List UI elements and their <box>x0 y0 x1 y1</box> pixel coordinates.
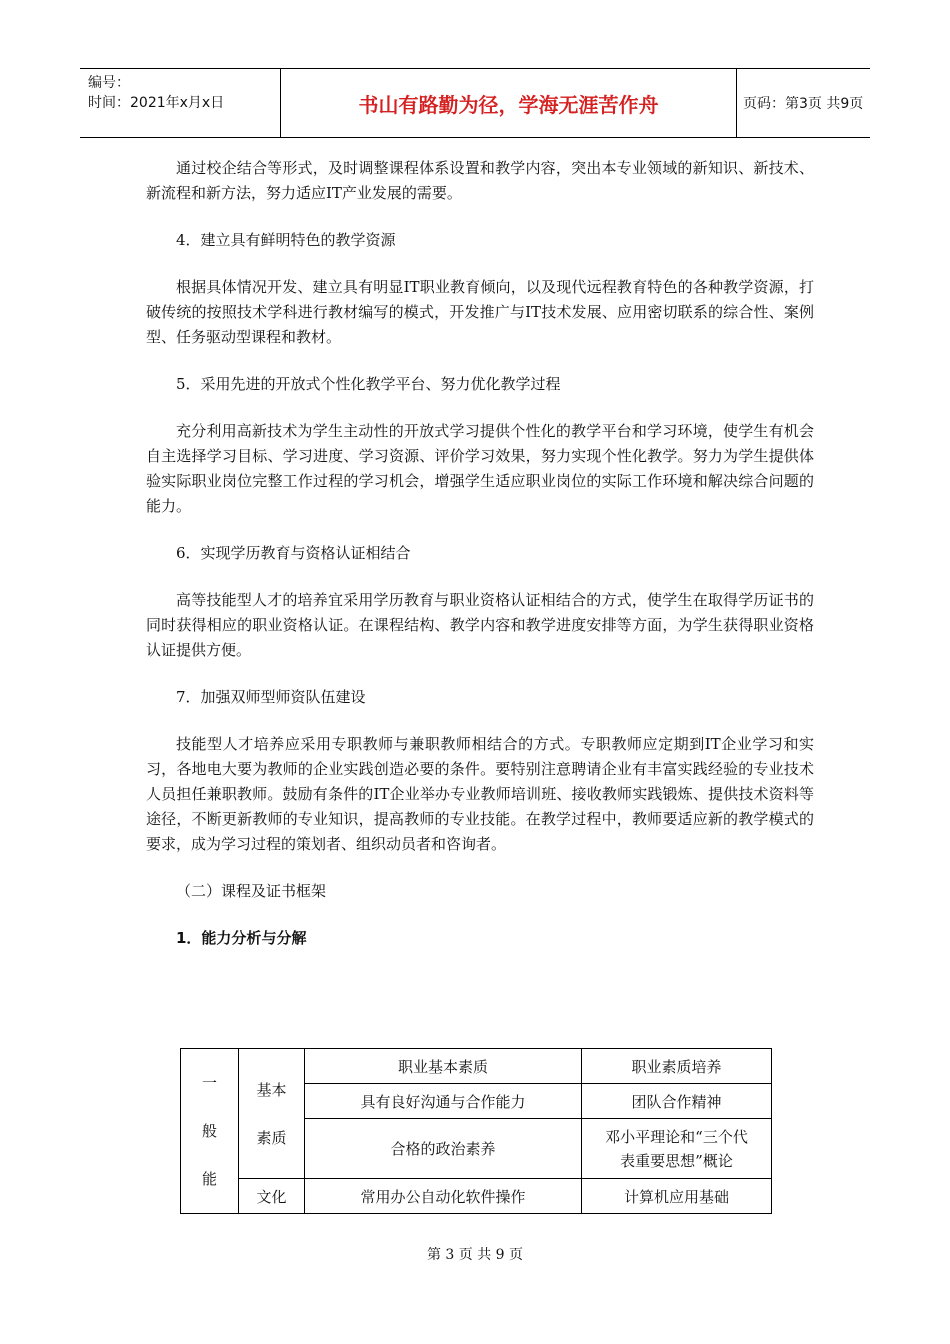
document-number-label: 编号： <box>88 75 130 91</box>
paragraph-5: 充分利用高新技术为学生主动性的开放式学习提供个性化的教学平台和学习环境，使学生有机会自主选择学习目标、学习进度、学习资源、评价学习效果，努力实现个性化教学。努力为学生提供体验实际职业岗位完整工作过程的学习机会，增强学生适应职业岗位的实际工作环境和解决综合问题的能力。 <box>146 422 814 515</box>
group-label: 基本 <box>256 1080 287 1099</box>
category-char: 能 <box>201 1170 217 1188</box>
ability-cell: 具有良好沟通与合作能力 <box>305 1084 582 1119</box>
course-line: 邓小平理论和“三个代 <box>605 1127 748 1146</box>
course-cell <box>582 1119 772 1179</box>
table-row <box>181 1179 772 1214</box>
paragraph-7: 技能型人才培养应采用专职教师与兼职教师相结合的方式。专职教师应定期到IT企业学习和实习，各地电大要为教师的企业实践创造必要的条件。要特别注意聘请企业有丰富实践经验的专业技术人员担任兼职教师。鼓励有条件的IT企业举办专业教师培训班、接收教师实践锻炼、提供技术资料等途径，不断更新教师的专业知识，提高教师的专业技能。在教学过程中，教师要适应新的教学模式的要求，成为学习过程的策划者、组织动员者和咨询者。 <box>146 735 814 853</box>
paragraph-intro: 通过校企结合等形式，及时调整课程体系设置和教学内容，突出本专业领域的新知识、新技术、新流程和新方法，努力适应IT产业发展的需要。 <box>146 159 814 202</box>
category-char: 般 <box>201 1122 217 1140</box>
heading-7: 7．加强双师型师资队伍建设 <box>176 688 366 706</box>
page-footer: 第 3 页 共 9 页 <box>426 1247 524 1263</box>
header-motto: 书山有路勤为径，学海无涯苦作舟 <box>280 69 737 137</box>
ability-category-cell <box>181 1049 239 1214</box>
ability-table <box>180 1048 772 1214</box>
course-cell: 计算机应用基础 <box>582 1179 772 1214</box>
document-date: 时间：2021年x月x日 <box>88 95 225 111</box>
course-cell: 团队合作精神 <box>582 1084 772 1119</box>
culture-cell: 文化 <box>239 1179 305 1214</box>
section-heading-2: （二）课程及证书框架 <box>176 882 327 900</box>
group-label: 素质 <box>256 1128 287 1147</box>
ability-cell: 合格的政治素养 <box>305 1119 582 1179</box>
course-line: 表重要思想”概论 <box>620 1151 733 1170</box>
ability-cell: 常用办公自动化软件操作 <box>305 1179 582 1214</box>
paragraph-4: 根据具体情况开发、建立具有明显IT职业教育倾向，以及现代远程教育特色的各种教学资源，打破传统的按照技术学科进行教材编写的模式，开发推广与IT技术发展、应用密切联系的综合性、案例型、任务驱动型课程和教材。 <box>146 278 814 346</box>
table-row <box>181 1049 772 1084</box>
header-page-info: 页码：第3页 共9页 <box>743 96 864 112</box>
paragraph-6: 高等技能型人才的培养宜采用学历教育与职业资格认证相结合的方式，使学生在取得学历证书的同时获得相应的职业资格认证。在课程结构、教学内容和教学进度安排等方面，为学生获得职业资格认证提供方便。 <box>146 591 814 659</box>
page-header <box>80 68 870 138</box>
course-cell: 职业素质培养 <box>582 1049 772 1084</box>
heading-6: 6．实现学历教育与资格认证相结合 <box>176 544 411 562</box>
basic-quality-cell <box>239 1049 305 1179</box>
document-body <box>146 156 814 951</box>
heading-4: 4．建立具有鲜明特色的教学资源 <box>176 231 396 249</box>
category-char: 一 <box>201 1074 217 1092</box>
subsection-heading-1: 1．能力分析与分解 <box>176 929 307 947</box>
header-info <box>80 69 280 137</box>
ability-cell: 职业基本素质 <box>305 1049 582 1084</box>
heading-5: 5．采用先进的开放式个性化教学平台、努力优化教学过程 <box>176 375 561 393</box>
